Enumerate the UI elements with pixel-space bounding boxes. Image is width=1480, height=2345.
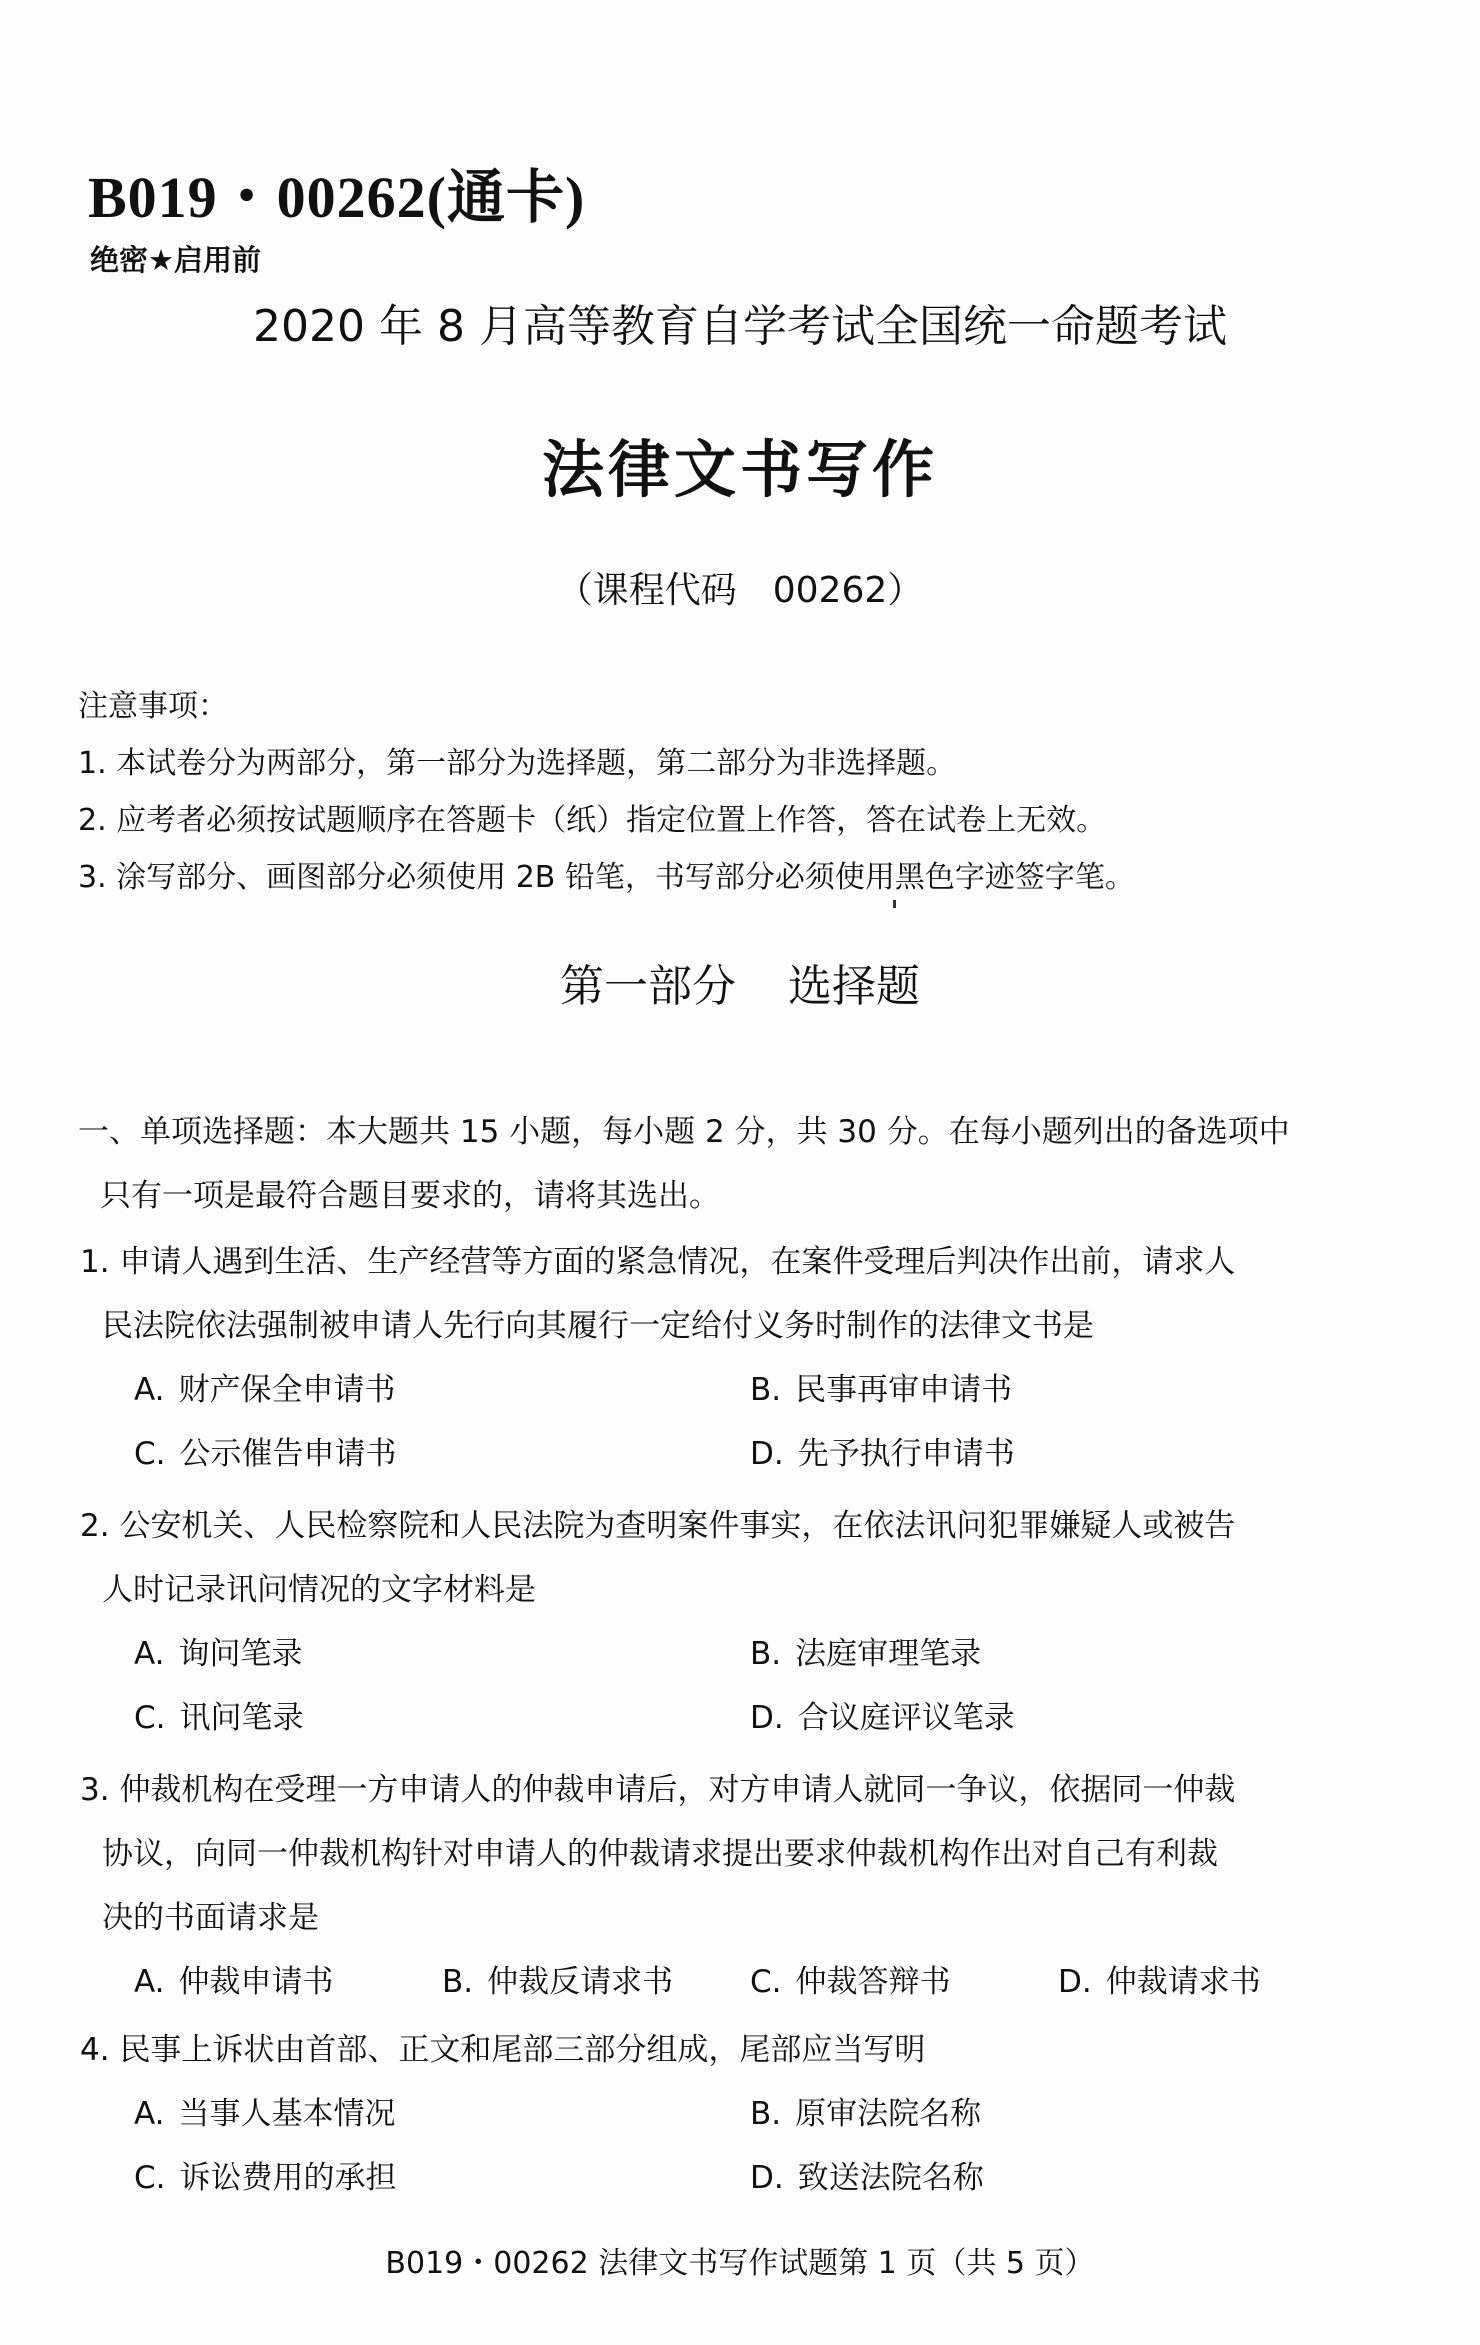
- option-c: C. 仲裁答辩书: [750, 1964, 951, 2000]
- option-c: C. 公示催告申请书: [134, 1436, 397, 1472]
- option-row: [80, 1358, 1366, 1422]
- scan-mark: [893, 900, 896, 908]
- part-one-title: [0, 950, 1480, 1014]
- option-d: D. 合议庭评议笔录: [750, 1700, 1015, 1736]
- option-b: B. 法庭审理笔录: [750, 1636, 982, 1672]
- question-number: 1.: [80, 1244, 110, 1280]
- option-a: A. 询问笔录: [134, 1636, 303, 1672]
- option-d: D. 致送法院名称: [750, 2160, 984, 2196]
- option-row: [80, 2146, 1366, 2210]
- option-row: [80, 2082, 1366, 2146]
- option-b: B. 民事再审申请书: [750, 1372, 1013, 1408]
- instruction-item: 2. 应考者必须按试题顺序在答题卡（纸）指定位置上作答，答在试卷上无效。: [78, 803, 1107, 838]
- option-row: [80, 1622, 1366, 1686]
- question-stem: 申请人遇到生活、生产经营等方面的紧急情况，在案件受理后判决作出前，请求人: [119, 1244, 1236, 1280]
- question-3: [80, 1758, 1366, 2014]
- part-one-label: 第一部分: [560, 961, 736, 1012]
- option-row: [80, 1686, 1366, 1750]
- option-row: [80, 1950, 1366, 2014]
- question-stem: 决的书面请求是: [102, 1900, 319, 1936]
- section-one-instructions: [78, 1100, 1290, 1228]
- part-one-type: 选择题: [788, 961, 920, 1012]
- question-stem: 仲裁机构在受理一方申请人的仲裁申请后，对方申请人就同一争议，依据同一仲裁: [119, 1772, 1236, 1808]
- option-c: C. 诉讼费用的承担: [134, 2160, 397, 2196]
- option-b: B. 原审法院名称: [750, 2096, 982, 2132]
- question-stem: 民法院依法强制被申请人先行向其履行一定给付义务时制作的法律文书是: [102, 1308, 1094, 1344]
- section-one-line1: 一、单项选择题：本大题共 15 小题，每小题 2 分，共 30 分。在每小题列出的备选项中: [78, 1114, 1290, 1150]
- option-a: A. 财产保全申请书: [134, 1372, 396, 1408]
- exam-title: 2020 年 8 月高等教育自学考试全国统一命题考试: [253, 301, 1227, 352]
- option-c: C. 讯问笔录: [134, 1700, 304, 1736]
- instruction-item: 3. 涂写部分、画图部分必须使用 2B 铅笔，书写部分必须使用黑色字迹签字笔。: [78, 860, 1135, 895]
- option-row: [80, 1422, 1366, 1486]
- question-4: [80, 2018, 1366, 2210]
- option-d: D. 仲裁请求书: [1058, 1964, 1261, 2000]
- course-code: （课程代码 00262）: [556, 570, 924, 611]
- confidential-label: 绝密★启用前: [90, 243, 261, 277]
- instructions: [78, 678, 1135, 906]
- option-a: A. 当事人基本情况: [134, 2096, 396, 2132]
- question-2: [80, 1494, 1366, 1750]
- question-1: [80, 1230, 1366, 1486]
- page-footer: B019・00262 法律文书写作试题第 1 页（共 5 页）: [385, 2246, 1095, 2281]
- instructions-heading: 注意事项：: [78, 689, 228, 724]
- course-title: 法律文书写作: [541, 433, 938, 506]
- question-number: 2.: [80, 1508, 110, 1544]
- question-stem: 人时记录讯问情况的文字材料是: [102, 1572, 536, 1608]
- option-b: B. 仲裁反请求书: [442, 1964, 674, 2000]
- option-d: D. 先予执行申请书: [750, 1436, 1015, 1472]
- section-one-line2: 只有一项是最符合题目要求的，请将其选出。: [100, 1178, 720, 1214]
- instruction-item: 1. 本试卷分为两部分，第一部分为选择题，第二部分为非选择题。: [78, 746, 957, 781]
- question-number: 4.: [80, 2032, 110, 2068]
- question-stem: 公安机关、人民检察院和人民法院为查明案件事实，在依法讯问犯罪嫌疑人或被告: [119, 1508, 1236, 1544]
- paper-code-title: B019・00262(通卡): [88, 165, 586, 230]
- question-number: 3.: [80, 1772, 110, 1808]
- question-stem: 协议，向同一仲裁机构针对申请人的仲裁请求提出要求仲裁机构作出对自己有利裁: [102, 1836, 1218, 1872]
- option-a: A. 仲裁申请书: [134, 1964, 334, 2000]
- question-stem: 民事上诉状由首部、正文和尾部三部分组成，尾部应当写明: [119, 2032, 926, 2068]
